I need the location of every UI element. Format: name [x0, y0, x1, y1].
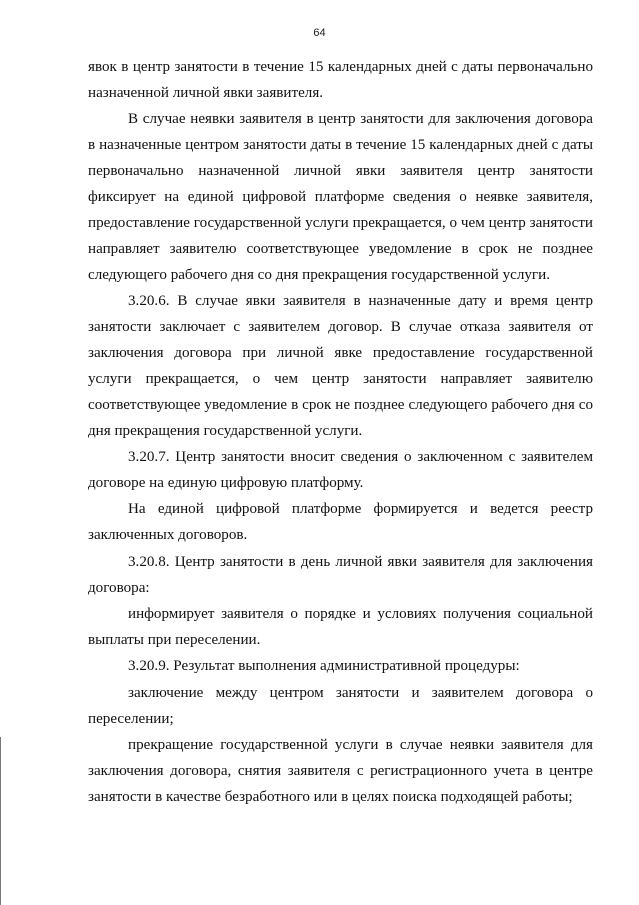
paragraph-informs: информирует заявителя о порядке и условиях получения социальной выплаты при переселении.: [88, 606, 593, 648]
paragraph-3-20-7: 3.20.7. Центр занятости вносит сведения о заключенном с заявителем договоре на единую цифровую платформу.: [88, 449, 593, 491]
paragraph-continuation: явок в центр занятости в течение 15 календарных дней с даты первоначально назначенной личной явки заявителя.: [88, 59, 593, 101]
paragraph-registry: На единой цифровой платформе формируется и ведется реестр заключенных договоров.: [88, 501, 593, 544]
paragraph-3-20-9: 3.20.9. Результат выполнения административной процедуры:: [128, 658, 520, 675]
paragraph-contract-conclusion: заключение между центром занятости и заявителем договора о переселении;: [88, 684, 593, 727]
paragraph-3-20-8: 3.20.8. Центр занятости в день личной явки заявителя для заключения договора:: [88, 553, 593, 596]
scan-edge-line: [0, 737, 1, 905]
document-body: [88, 55, 593, 811]
paragraph-service-termination: прекращение государственной услуги в случае неявки заявителя для заключения договора, снятия заявителя с регистрационного учета в центре занятости в качестве безработного или в целях поиска подходящей работы;: [88, 737, 593, 805]
page-number: 64: [313, 27, 326, 39]
paragraph-nonappearance: В случае неявки заявителя в центр занятости для заключения договора в назначенные центром занятости даты в течение 15 календарных дней с даты первоначально назначенной личной явки заявителя центр занятости фиксирует на единой цифровой платформе сведения о неявке заявителя, предоставление государственной услуги прекращается, о чем центр занятости направляет заявителю соответствующее уведомление в срок не позднее следующего рабочего дня со дня прекращения государственной услуги.: [88, 111, 593, 283]
paragraph-3-20-6: 3.20.6. В случае явки заявителя в назначенные дату и время центр занятости заключает с заявителем договор. В случае отказа заявителя от заключения договора при личной явке предоставление государственной услуги прекращается, о чем центр занятости направляет заявителю соответствующее уведомление в срок не позднее следующего рабочего дня со дня прекращения государственной услуги.: [88, 293, 593, 439]
